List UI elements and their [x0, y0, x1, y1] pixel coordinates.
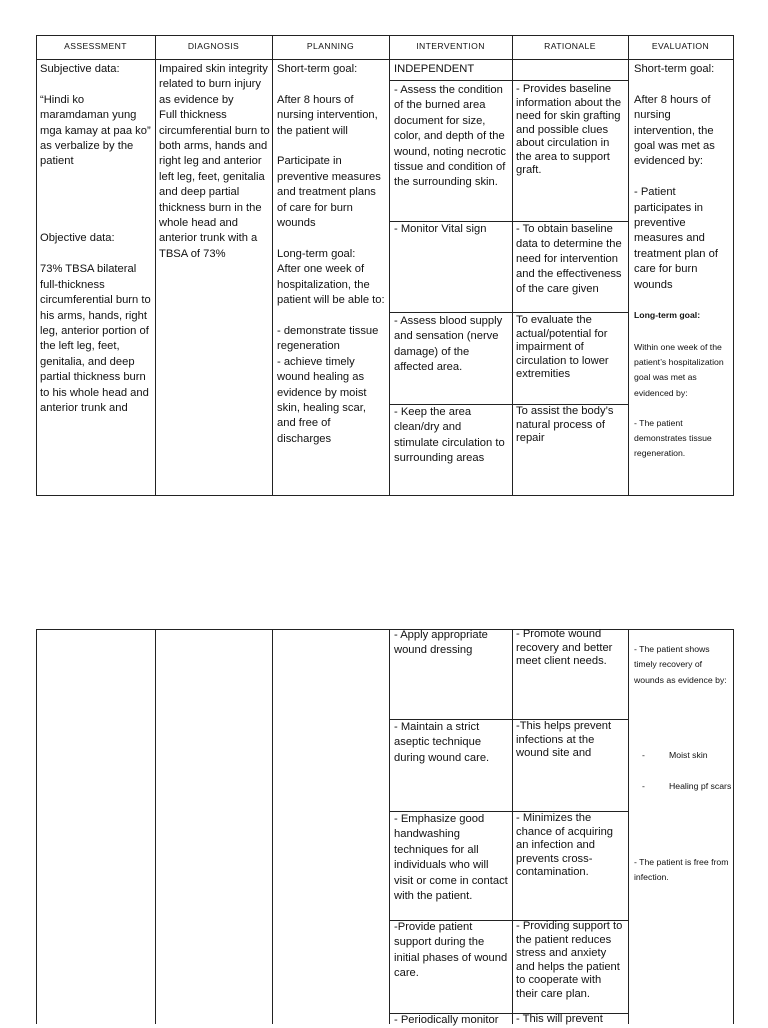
evaluation-intro: - The patient shows timely recovery of wounds as evidence by:: [634, 644, 727, 685]
rationale-1: - Provides baseline information about the need for skin grafting and possible clues about circulation in the area to support graft.: [516, 83, 622, 176]
header-intervention: INTERVENTION: [416, 41, 485, 52]
planning-text: Short-term goal: After 8 hours of nursing intervention, the patient will Participate in preventive measures and treatment plans of care for burn wounds Long-term goal: After one week of hospitalization, the patient will be able to: - demonstrate tissue regeneration - achieve timely wound healing as evidence by moist skin, healing scar, and free of discharges: [277, 63, 385, 445]
assessment-text: Subjective data: “Hindi ko maramdaman yung mga kamay at paa ko” as verbalize by the patient Objective data: 73% TBSA bilateral full-thickness circumferential burn to his arms, hands, right leg, anterior portion of the left leg, feet, genitalia, and deep partial thickness burn to his whole head and anterior trunk and: [40, 63, 151, 414]
rationale-6: -This helps prevent infections at the wound site and: [516, 720, 612, 759]
intervention-4: - Keep the area clean/dry and stimulate circulation to surrounding areas: [394, 406, 505, 465]
evaluation-infection-free: - The patient is free from infection.: [634, 856, 729, 882]
evaluation-item-healing-scars: - Healing pf scars: [642, 779, 732, 794]
evaluation-timely-recovery: [634, 627, 732, 900]
rationale-5: - Promote wound recovery and better meet client needs.: [516, 628, 613, 667]
rationale-4: To assist the body’s natural process of repair: [516, 405, 614, 444]
intervention-3: - Assess blood supply and sensation (nerve damage) of the affected area.: [394, 315, 503, 374]
evaluation-evidence-list: [634, 733, 732, 809]
intervention-2: - Monitor Vital sign: [394, 223, 487, 235]
intervention-6: - Maintain a strict aseptic technique during wound care.: [394, 721, 490, 764]
rationale-7: - Minimizes the chance of acquiring an infection and prevents cross-contamination.: [516, 812, 614, 878]
intervention-9: - Periodically monitor: [394, 1014, 499, 1026]
rationale-3: To evaluate the actual/potential for impairment of circulation to lower extremities: [516, 314, 609, 380]
evaluation-item-moist-skin: - Moist skin: [642, 748, 732, 763]
diagnosis-text: Impaired skin integrity related to burn injury as evidence by Full thickness circumferential burn to both arms, hands and right leg and anterior left leg, feet, genitalia and deep partial thickness burn in the whole head and anterior trunk with a TBSA of 73%: [159, 63, 270, 260]
intervention-5: - Apply appropriate wound dressing: [394, 629, 488, 657]
rationale-8: - Providing support to the patient reduces stress and anxiety and helps the patient to cooperate with their care plan.: [516, 920, 623, 1000]
evaluation-short-term: Short-term goal: After 8 hours of nursing intervention, the goal was met as evidenced by: - Patient participates in preventive measures and treatment plan of care for burn wounds: [634, 63, 718, 291]
rationale-9: - This will prevent: [516, 1013, 603, 1025]
intervention-1: - Assess the condition of the burned area document for size, color, and depth of the wound, noting necrotic tissue and condition of the surrounding skin.: [394, 84, 506, 189]
intervention-8: -Provide patient support during the initial phases of wound care.: [394, 921, 508, 980]
header-rationale: RATIONALE: [544, 41, 596, 52]
rationale-2: - To obtain baseline data to determine the need for intervention and the effectiveness of the care given: [516, 223, 622, 295]
header-diagnosis: DIAGNOSIS: [187, 41, 240, 52]
header-assessment: ASSESSMENT: [64, 41, 127, 52]
header-evaluation: EVALUATION: [651, 41, 710, 52]
header-planning: PLANNING: [306, 41, 355, 52]
evaluation-long-term-title: Long-term goal:: [634, 310, 701, 320]
evaluation-long-term: Within one week of the patient’s hospitalization goal was met as evidenced by: - The patient demonstrates tissue regeneration.: [634, 342, 724, 459]
independent-label: INDEPENDENT: [394, 63, 475, 75]
intervention-7: - Emphasize good handwashing techniques for all individuals who will visit or come in contact with the patient.: [394, 813, 508, 903]
